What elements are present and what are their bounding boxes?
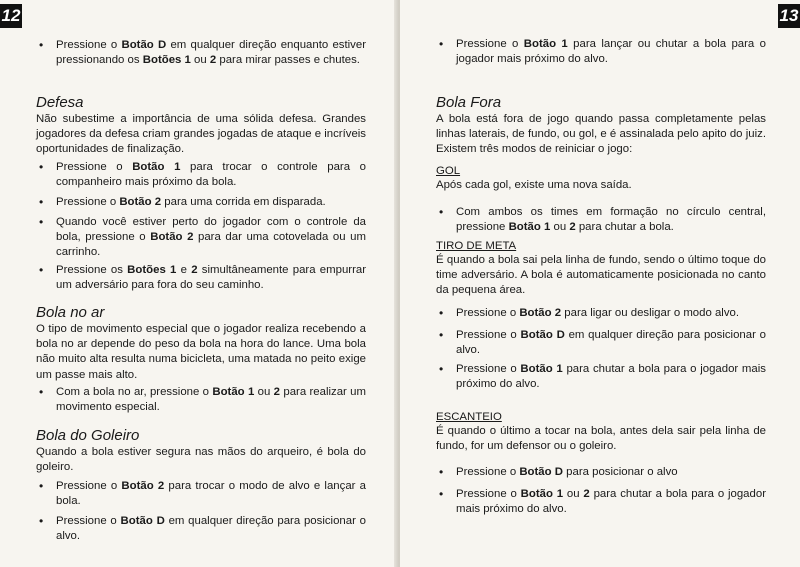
bola-fora-paragraph: A bola está fora de jogo quando passa completamente pelas linhas laterais, de fundo, ou gol, e é assinalada pelo apito do juiz. Existem três modos de reiniciar o jogo: — [436, 113, 766, 156]
section-title-defesa: Defesa — [36, 94, 84, 111]
key-label: Botão 2 — [519, 307, 562, 319]
subhead-gol: GOL — [436, 165, 461, 177]
text: em qualquer direção para posicionar o alvo. — [456, 329, 766, 357]
bullet-ar-1 — [36, 385, 366, 415]
text: Pressione o — [456, 466, 520, 478]
text: Com a bola no ar, pressione o — [56, 386, 213, 398]
text: Pressione o — [56, 161, 133, 173]
key-label: Botão D — [520, 329, 565, 341]
text: ou — [190, 54, 210, 67]
text: ou — [563, 488, 584, 500]
bullet-defesa-3 — [36, 215, 366, 261]
bola-no-ar-paragraph: O tipo de movimento especial que o jogador realiza recebendo a bola no ar depende do peso da bola na hora do lance. Uma bola não muito alta resulta numa bicicleta, uma matada no peito exige um passe mais alto. — [36, 323, 366, 381]
key-label: Botão 1 — [523, 38, 568, 50]
section-title-bola-do-goleiro: Bola do Goleiro — [36, 427, 140, 444]
key-label: Botão 1 — [520, 488, 564, 500]
bullet-gol-1 — [436, 205, 766, 235]
key-label: Botão D — [121, 39, 167, 51]
defesa-paragraph: Não subestime a importância de uma sólida defesa. Grandes jogadores da defesa criam grandes jogadas de ataque e incríveis oportunidades de finalização. — [36, 113, 366, 156]
text: Quando você estiver perto do jogador com o controle da bola, pressione o — [56, 216, 366, 244]
text: para realizar um movimento especial. — [56, 386, 367, 414]
key-label: 2 — [583, 488, 590, 500]
subhead-tiro-de-meta: TIRO DE META — [436, 240, 517, 252]
key-label: Botão 2 — [150, 231, 194, 244]
goleiro-paragraph: Quando a bola estiver segura nas mãos do arqueiro, é bola do goleiro. — [36, 446, 366, 474]
key-label: Botão 1 — [212, 386, 255, 398]
text: para uma corrida em disparada. — [161, 196, 326, 208]
text: ou — [254, 386, 274, 398]
bullet-meta-2 — [436, 328, 766, 358]
escanteio-paragraph: É quando o último a tocar na bola, antes dela sair pela linha de fundo, for um defensor ou o goleiro. — [436, 425, 766, 453]
text: Pressione o — [56, 480, 122, 492]
text: para chutar a bola para o jogador mais próximo do alvo. — [456, 363, 766, 391]
text: para trocar o modo de alvo e lançar a bola. — [56, 480, 366, 508]
text: para trocar o controle para o companheiro mais próximo da bola. — [56, 161, 366, 189]
text: Pressione o — [456, 307, 520, 319]
key-label: 2 — [191, 264, 198, 276]
text: para chutar a bola. — [575, 221, 674, 234]
text: para dar uma cotovelada ou um carrinho. — [56, 231, 366, 259]
text: Pressione o — [456, 363, 521, 375]
key-label: Botão D — [120, 515, 165, 527]
key-label: Botão 2 — [121, 480, 165, 492]
text: para posicionar o alvo — [563, 466, 678, 478]
page-number-left: 12 — [0, 4, 22, 28]
text: Pressione os — [56, 264, 128, 276]
text: e — [176, 264, 192, 276]
bullet-goleiro-2 — [36, 514, 366, 544]
bullet-meta-3 — [436, 362, 766, 392]
right-page — [400, 0, 800, 567]
section-title-bola-no-ar: Bola no ar — [36, 304, 105, 321]
text: para mirar passes e chutes. — [216, 54, 360, 67]
text: Pressione o — [456, 38, 524, 50]
key-label: Botões 1 — [142, 54, 191, 67]
bullet-defesa-2 — [36, 195, 366, 210]
text: para chutar a bola para o jogador mais próximo do alvo. — [456, 488, 766, 516]
section-title-bola-fora: Bola Fora — [436, 94, 502, 111]
text: para lançar ou chutar a bola para o jogador mais próximo do alvo. — [456, 38, 766, 66]
text: Pressione o — [456, 329, 521, 341]
text: simultâneamente para empurrar um adversário para fora do seu caminho. — [56, 264, 367, 292]
key-label: 2 — [569, 221, 576, 234]
text: em qualquer direção para posicionar o alvo. — [56, 515, 366, 543]
text: Pressione o — [56, 39, 122, 51]
page-number-right: 13 — [778, 4, 800, 28]
key-label: 2 — [273, 386, 281, 398]
text: para ligar ou desligar o modo alvo. — [561, 307, 740, 319]
key-label: Botão 1 — [520, 363, 563, 375]
gol-paragraph: Após cada gol, existe uma nova saída. — [436, 179, 632, 191]
bullet-meta-1 — [436, 306, 766, 321]
text: em qualquer direção enquanto estiver pressionando os — [56, 39, 366, 67]
tiro-de-meta-paragraph: É quando a bola sai pela linha de fundo, sendo o último toque do time adversário. A bola é automaticamente posicionada no canto da pequena área. — [436, 254, 766, 297]
bullet-goleiro-1 — [36, 479, 366, 509]
left-page — [0, 0, 396, 567]
bullet-defesa-4 — [36, 263, 366, 293]
bullet-aim-passes — [36, 38, 366, 68]
bullet-escanteio-1 — [436, 465, 766, 480]
bullet-defesa-1 — [36, 160, 366, 190]
key-label: Botões 1 — [127, 264, 177, 276]
text: Pressione o — [56, 196, 120, 208]
text: ou — [550, 221, 570, 234]
key-label: Botão 1 — [508, 221, 551, 234]
subhead-escanteio: ESCANTEIO — [436, 411, 502, 423]
bullet-escanteio-2 — [436, 487, 766, 517]
bullet-lancar — [436, 37, 766, 67]
text: Pressione o — [456, 488, 521, 500]
text: Pressione o — [56, 515, 121, 527]
key-label: Botão 2 — [119, 196, 162, 208]
key-label: Botão D — [519, 466, 563, 478]
key-label: Botão 1 — [132, 161, 181, 173]
key-label: 2 — [209, 54, 217, 67]
text: Com ambos os times em formação no círculo central, pressione — [456, 206, 766, 234]
